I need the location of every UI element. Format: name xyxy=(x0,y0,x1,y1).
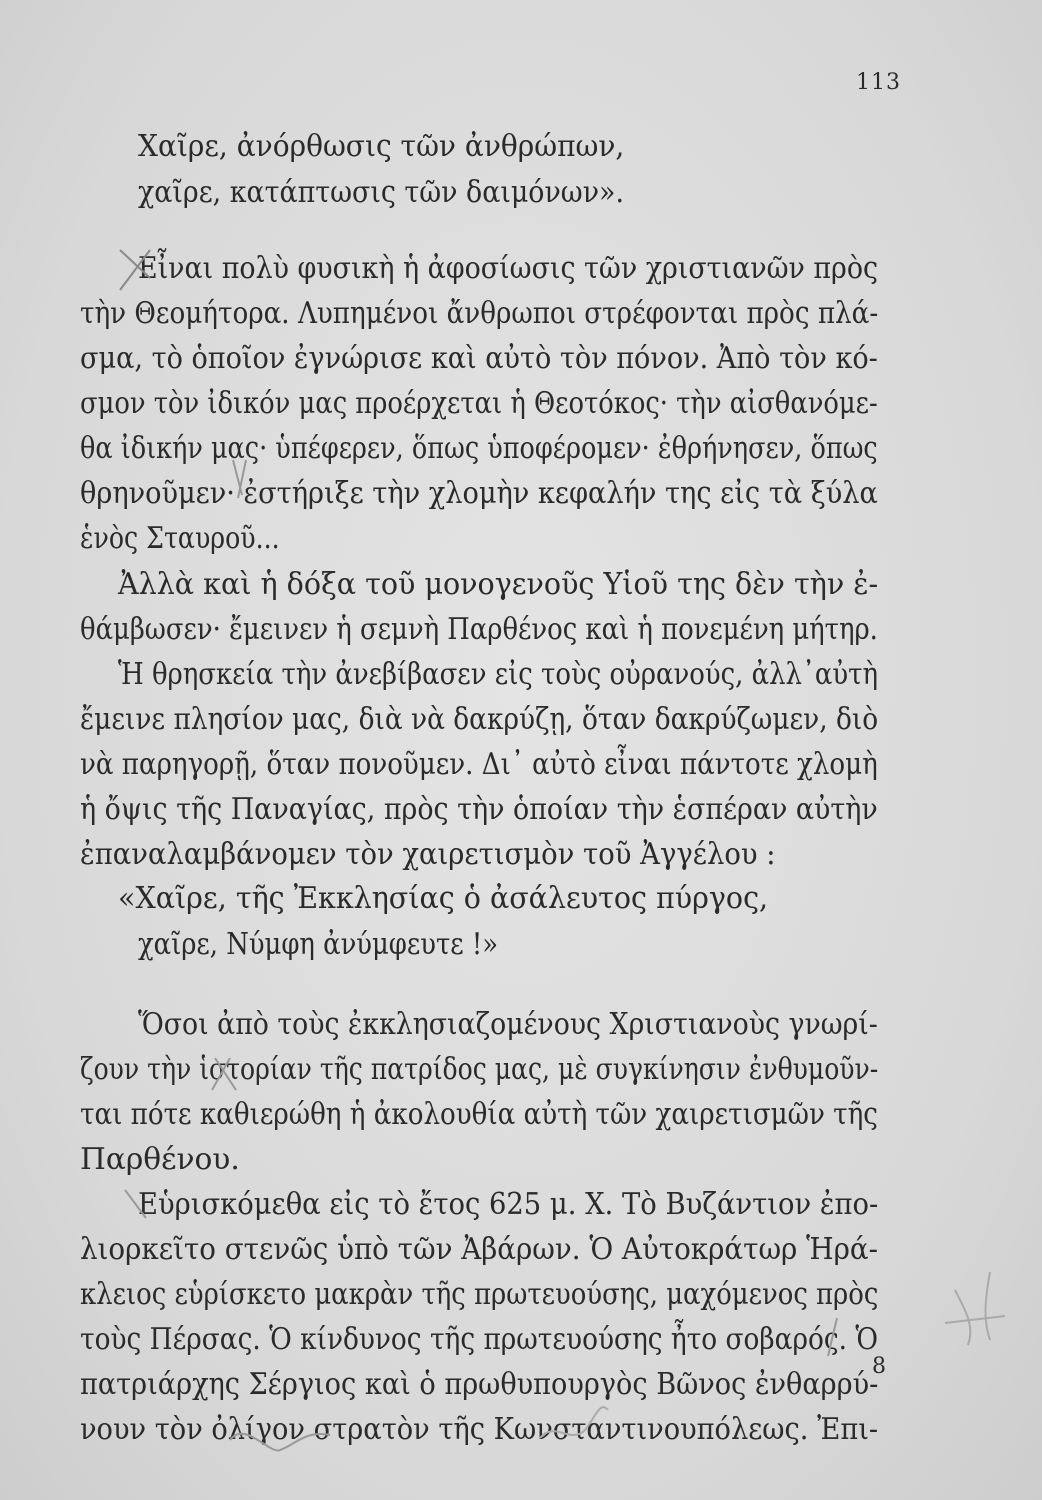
text-line: Ὅσοι ἀπὸ τοὺς ἐκκλησιαζομένους Χριστιανοὺς γνωρί- xyxy=(138,1007,878,1042)
sheet-signature: 8 xyxy=(872,1354,886,1379)
text-line: τὴν Θεομήτορα. Λυπημένοι ἄνθρωποι στρέφονται πρὸς πλά- xyxy=(80,296,879,331)
text-line: θρηνοῦμεν· ἐστήριξε τὴν χλομὴν κεφαλήν της εἰς τὰ ξύλα xyxy=(80,476,878,511)
text-line: κλειος εὑρίσκετο μακρὰν τῆς πρωτευούσης, μαχόμενος πρὸς xyxy=(80,1277,879,1312)
text-line: Εἶναι πολὺ φυσικὴ ἡ ἀφοσίωσις τῶν χριστιανῶν πρὸς xyxy=(138,251,879,286)
text-line: Χαῖρε, ἀνόρθωσις τῶν ἀνθρώπων, xyxy=(138,129,625,164)
text-line: πατριάρχης Σέργιος καὶ ὁ πρωθυπουργὸς Βῶνος ἐνθαρρύ- xyxy=(80,1367,879,1402)
text-line: σμον τὸν ἰδικόν μας προέρχεται ἡ Θεοτόκος· τὴν αἰσθανόμε- xyxy=(80,386,878,421)
text-line: Ἡ θρησκεία τὴν ἀνεβίβασεν εἰς τοὺς οὐρανούς, ἀλλ᾽αὐτὴ xyxy=(118,657,879,692)
text-line: λιορκεῖτο στενῶς ὑπὸ τῶν Ἀβάρων. Ὁ Αὐτοκράτωρ Ἡρά- xyxy=(80,1232,878,1267)
text-line: ἔμεινε πλησίον μας, διὰ νὰ δακρύζῃ, ὅταν δακρύζωμεν, διὸ xyxy=(80,702,879,737)
text-line: ἡ ὄψις τῆς Παναγίας, πρὸς τὴν ὁποίαν τὴν ἑσπέραν αὐτὴν xyxy=(80,792,878,827)
text-line: ἐπαναλαμβάνομεν τὸν χαιρετισμὸν τοῦ Ἀγγέλου : xyxy=(80,837,776,872)
text-line: Εὑρισκόμεθα εἰς τὸ ἔτος 625 μ. Χ. Τὸ Βυζάντιον ἐπο- xyxy=(138,1187,879,1222)
text-line: Παρθένου. xyxy=(80,1142,240,1177)
text-line: χαῖρε, κατάπτωσις τῶν δαιμόνων». xyxy=(138,175,624,210)
text-line: νὰ παρηγορῇ, ὅταν πονοῦμεν. Δι᾽ αὐτὸ εἶναι πάντοτε χλομὴ xyxy=(80,747,878,782)
text-line: θα ἰδικήν μας· ὑπέφερεν, ὅπως ὑποφέρομεν· ἐθρήνησεν, ὅπως xyxy=(80,431,878,466)
text-line: τοὺς Πέρσας. Ὁ κίνδυνος τῆς πρωτευούσης ἦτο σοβαρός. Ὁ xyxy=(80,1322,879,1357)
text-line: Ἀλλὰ καὶ ἡ δόξα τοῦ μονογενοῦς Υἱοῦ της δὲν τὴν ἐ- xyxy=(118,567,879,602)
quote-line: χαῖρε, Νύμφη ἀνύμφευτε !» xyxy=(138,927,499,962)
text-line: θάμβωσεν· ἔμεινεν ἡ σεμνὴ Παρθένος καὶ ἡ πονεμένη μήτηρ. xyxy=(80,612,878,647)
text-line: ζουν τὴν ἱστορίαν τῆς πατρίδος μας, μὲ συγκίνησιν ἐνθυμοῦν- xyxy=(80,1052,879,1087)
page-number: 113 xyxy=(856,70,901,95)
quote-line: «Χαῖρε, τῆς Ἐκκλησίας ὁ ἀσάλευτος πύργος, xyxy=(118,881,769,916)
text-line: ται πότε καθιερώθη ἡ ἀκολουθία αὐτὴ τῶν χαιρετισμῶν τῆς xyxy=(80,1097,878,1132)
text-line: ἑνὸς Σταυροῦ... xyxy=(80,521,280,556)
text-line: σμα, τὸ ὁποῖον ἐγνώρισε καὶ αὐτὸ τὸν πόνον. Ἀπὸ τὸν κό- xyxy=(80,341,878,376)
text-line: νουν τὸν ὀλίγον στρατὸν τῆς Κωνσταντινουπόλεως. Ἐπι- xyxy=(80,1412,879,1447)
